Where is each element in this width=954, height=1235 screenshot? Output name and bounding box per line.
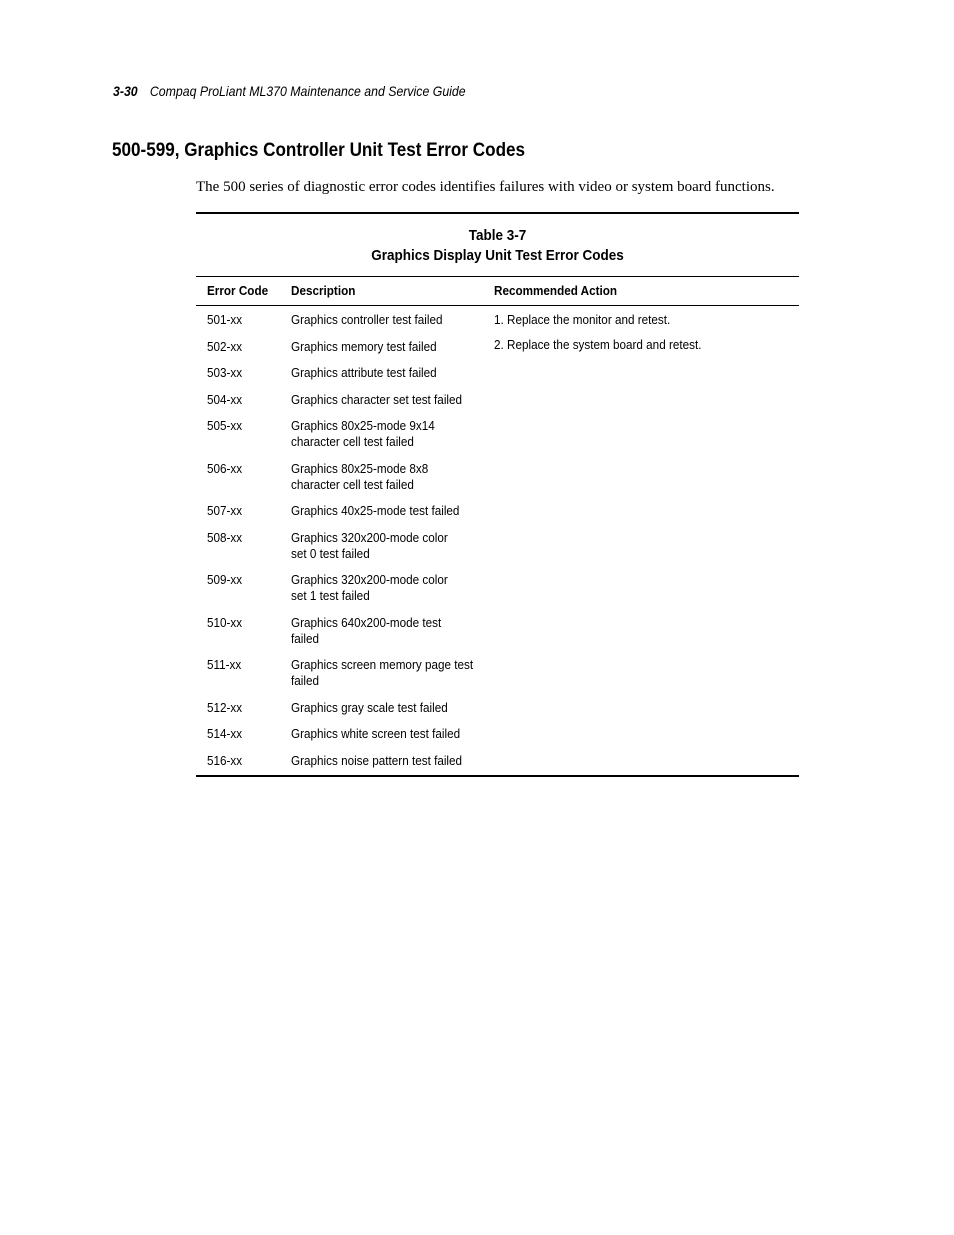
error-code-table <box>196 212 799 777</box>
description-line: Graphics 80x25-mode 8x8 <box>291 460 429 476</box>
description-cell <box>291 503 459 519</box>
description-line: Graphics noise pattern test failed <box>291 752 463 768</box>
intro-paragraph: The 500 series of diagnostic error codes identifies failures with video or system board functions. <box>196 179 775 195</box>
page-number: 3-30 <box>113 83 138 99</box>
column-header-description: Description <box>291 283 356 298</box>
description-line: Graphics 320x200-mode color <box>291 572 448 587</box>
description-line: Graphics attribute test failed <box>291 365 437 380</box>
error-code-cell: 508-xx <box>207 529 243 545</box>
description-cell <box>291 700 448 716</box>
table-body <box>196 306 799 775</box>
description-cell <box>291 365 437 381</box>
description-line: set 1 test failed <box>291 588 370 603</box>
description-cell <box>291 657 473 689</box>
description-line: failed <box>291 630 319 646</box>
error-code-cell: 507-xx <box>207 503 243 518</box>
description-line: Graphics controller test failed <box>291 312 443 327</box>
error-code-cell: 505-xx <box>207 418 243 433</box>
description-line: Graphics 640x200-mode test <box>291 614 442 630</box>
description-line: set 0 test failed <box>291 545 370 561</box>
table-header-row <box>196 277 799 305</box>
description-line: Graphics character set test failed <box>291 391 463 407</box>
description-cell <box>291 530 448 562</box>
error-code-cell: 506-xx <box>207 460 243 476</box>
book-title: Compaq ProLiant ML370 Maintenance and Service Guide <box>149 83 466 99</box>
description-line: Graphics 320x200-mode color <box>291 529 448 545</box>
error-code-cell: 509-xx <box>207 572 243 587</box>
description-line: failed <box>291 673 319 688</box>
error-code-cell: 504-xx <box>207 391 243 407</box>
table-number: Table 3-7 <box>468 227 527 244</box>
description-line: Graphics screen memory page test <box>291 657 474 672</box>
description-cell <box>291 726 460 742</box>
description-cell <box>291 461 428 493</box>
error-code-cell: 503-xx <box>207 365 243 380</box>
description-cell <box>291 753 462 769</box>
description-line: Graphics white screen test failed <box>291 726 461 741</box>
column-header-error-code: Error Code <box>207 283 269 298</box>
error-code-cell: 501-xx <box>207 312 243 327</box>
description-cell <box>291 615 441 647</box>
table-bottom-rule <box>196 775 799 777</box>
error-code-cell: 516-xx <box>207 752 243 768</box>
column-header-recommended-action: Recommended Action <box>494 283 618 298</box>
error-code-cell: 514-xx <box>207 726 243 741</box>
description-line: Graphics gray scale test failed <box>291 699 448 715</box>
error-code-cell: 512-xx <box>207 699 243 715</box>
description-line: character cell test failed <box>291 476 414 492</box>
description-line: Graphics 40x25-mode test failed <box>291 503 460 518</box>
description-cell <box>291 392 462 408</box>
description-cell <box>291 339 437 355</box>
table-caption <box>196 214 799 276</box>
table-title: Graphics Display Unit Test Error Codes <box>371 247 624 264</box>
description-cell <box>291 572 448 604</box>
error-code-cell: 510-xx <box>207 614 243 630</box>
description-line: Graphics 80x25-mode 9x14 <box>291 418 435 433</box>
section-title: 500-599, Graphics Controller Unit Test Error Codes <box>112 140 526 161</box>
running-head <box>113 83 466 99</box>
error-code-cell: 502-xx <box>207 338 243 354</box>
description-line: Graphics memory test failed <box>291 338 437 354</box>
recommended-action-1: 1. Replace the monitor and retest. <box>494 312 671 327</box>
recommended-action-2: 2. Replace the system board and retest. <box>494 337 702 352</box>
error-code-cell: 511-xx <box>207 657 242 672</box>
description-cell <box>291 312 443 328</box>
description-line: character cell test failed <box>291 434 414 449</box>
description-cell <box>291 418 435 450</box>
